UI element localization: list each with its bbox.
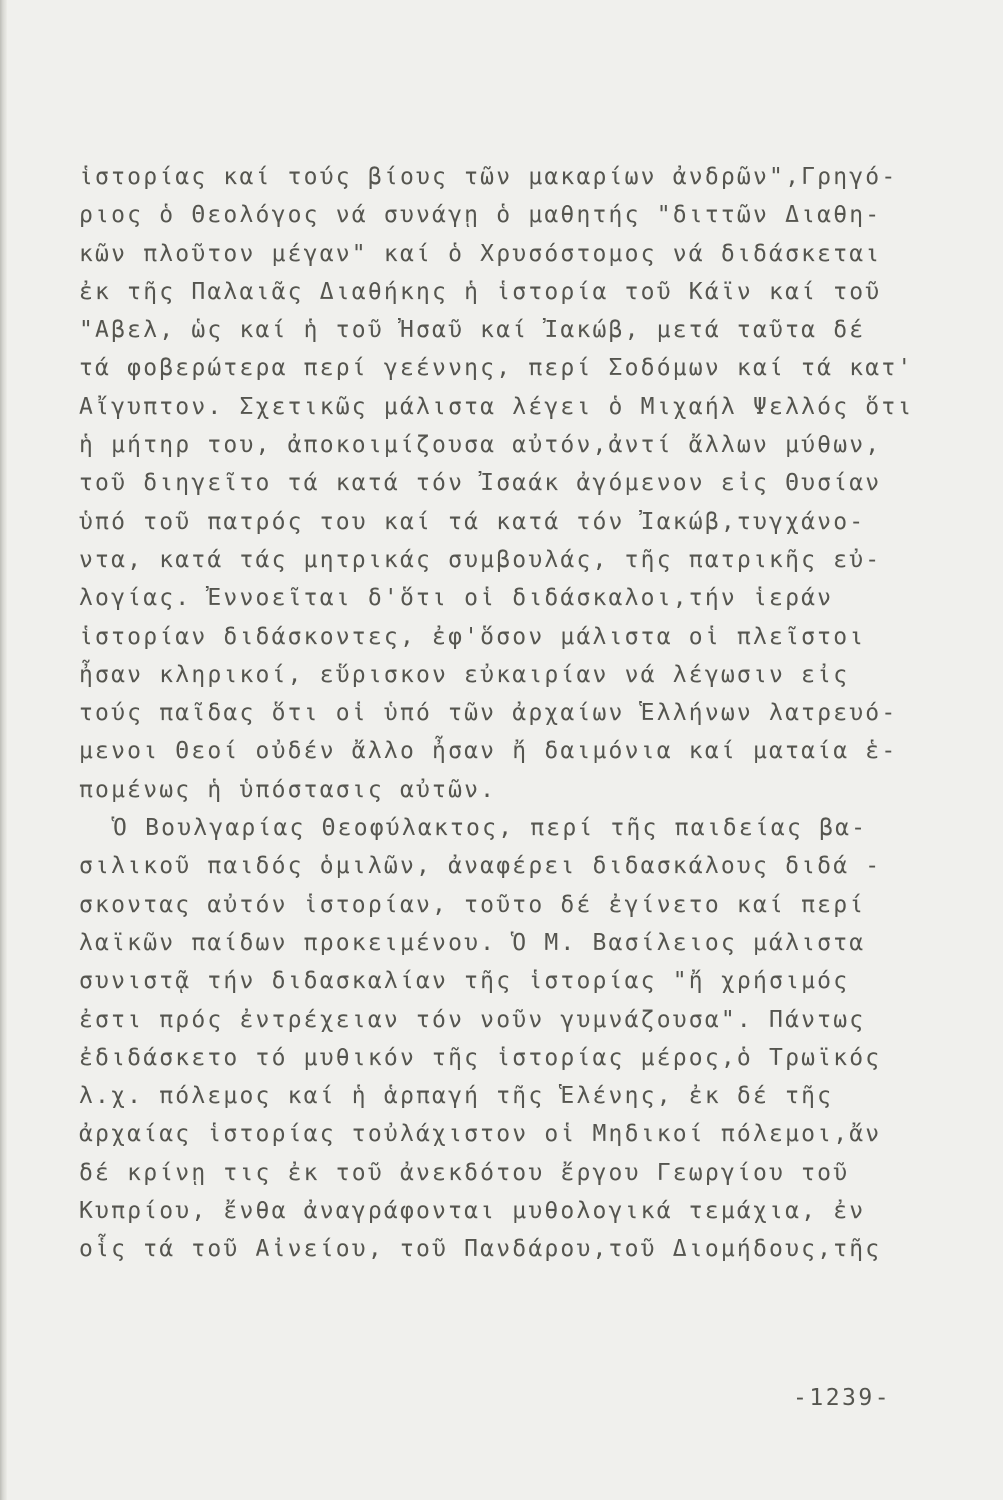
text-line: ἦσαν κληρικοί, εὕρισκον εὐκαιρίαν νά λέγωσιν εἰς [79,661,850,688]
text-line: λογίας. Ἐννοεῖται δ'ὅτι οἱ διδάσκαλοι,τήν ἱεράν [79,585,834,612]
text-line: ἡ μήτηρ του, ἀποκοιμίζουσα αὐτόν,ἀντί ἄλλων μύθων, [79,432,882,459]
text-line: τούς παῖδας ὅτι οἱ ὑπό τῶν ἀρχαίων Ἑλλήνων λατρευό- [79,700,898,727]
text-line: σκοντας αὐτόν ἱστορίαν, τοῦτο δέ ἐγίνετο καί περί [79,891,866,918]
text-line: κῶν πλοῦτον μέγαν" καί ὁ Χρυσόστομος νά διδάσκεται [79,240,882,267]
text-line: σιλικοῦ παιδός ὁμιλῶν, ἀναφέρει διδασκάλους διδά - [79,853,882,880]
text-line: ἀρχαίας ἱστορίας τοὐλάχιστον οἱ Μηδικοί πόλεμοι,ἄν [79,1121,882,1148]
text-line: λαϊκῶν παίδων προκειμένου. Ὁ Μ. Βασίλειος μάλιστα [79,929,866,956]
text-line: λ.χ. πόλεμος καί ἡ ἁρπαγή τῆς Ἑλένης, ἐκ δέ τῆς [79,1083,834,1110]
text-line: μενοι Θεοί οὐδέν ἄλλο ἦσαν ἤ δαιμόνια καί ματαία ἑ- [79,738,898,765]
text-line: Αἴγυπτον. Σχετικῶς μάλιστα λέγει ὁ Μιχαήλ Ψελλός ὅτι [79,393,914,420]
text-line: πομένως ἡ ὑπόστασις αὐτῶν. [79,776,497,803]
text-line: τοῦ διηγεῖτο τά κατά τόν Ἰσαάκ ἀγόμενον εἰς Θυσίαν [79,470,882,497]
text-line: ὑπό τοῦ πατρός του καί τά κατά τόν Ἰακώβ,τυγχάνο- [79,508,866,535]
text-line: συνιστᾷ τήν διδασκαλίαν τῆς ἱστορίας "ἤ χρήσιμός [79,968,850,995]
text-line: δέ κρίνῃ τις ἐκ τοῦ ἀνεκδότου ἔργου Γεωργίου τοῦ [79,1159,850,1186]
text-line: ριος ὁ Θεολόγος νά συνάγῃ ὁ μαθητής "διττῶν Διαθη- [79,202,882,229]
text-line: ἐκ τῆς Παλαιᾶς Διαθήκης ἡ ἱστορία τοῦ Κάϊν καί τοῦ [79,278,882,305]
text-line: Κυπρίου, ἔνθα ἀναγράφονται μυθολογικά τεμάχια, ἐν [79,1198,866,1225]
text-line: ἱστορίας καί τούς βίους τῶν μακαρίων ἀνδρῶν",Γρηγό- [79,164,898,190]
text-line: οἷς τά τοῦ Αἰνείου, τοῦ Πανδάρου,τοῦ Διομήδους,τῆς [79,1236,882,1263]
page-number: -1239- [793,1385,892,1411]
text-line: τά φοβερώτερα περί γεέννης, περί Σοδόμων καί τά κατ' [79,355,914,382]
text-line: ἐστι πρός ἐντρέχειαν τόν νοῦν γυμνάζουσα". Πάντως [79,1006,866,1033]
body-text [79,158,939,1269]
text-line: ἱστορίαν διδάσκοντες, ἐφ'ὅσον μάλιστα οἱ πλεῖστοι [79,623,866,650]
text-line: "Αβελ, ὡς καί ἡ τοῦ Ἠσαῦ καί Ἰακώβ, μετά ταῦτα δέ [79,317,866,344]
text-line: ντα, κατά τάς μητρικάς συμβουλάς, τῆς πατρικῆς εὐ- [79,546,882,573]
text-line: ἐδιδάσκετο τό μυθικόν τῆς ἱστορίας μέρος,ὁ Τρωϊκός [79,1044,882,1071]
paragraph-start-line: Ὁ Βουλγαρίας Θεοφύλακτος, περί τῆς παιδείας βα- [113,815,868,842]
page-binding-edge [0,0,7,1500]
